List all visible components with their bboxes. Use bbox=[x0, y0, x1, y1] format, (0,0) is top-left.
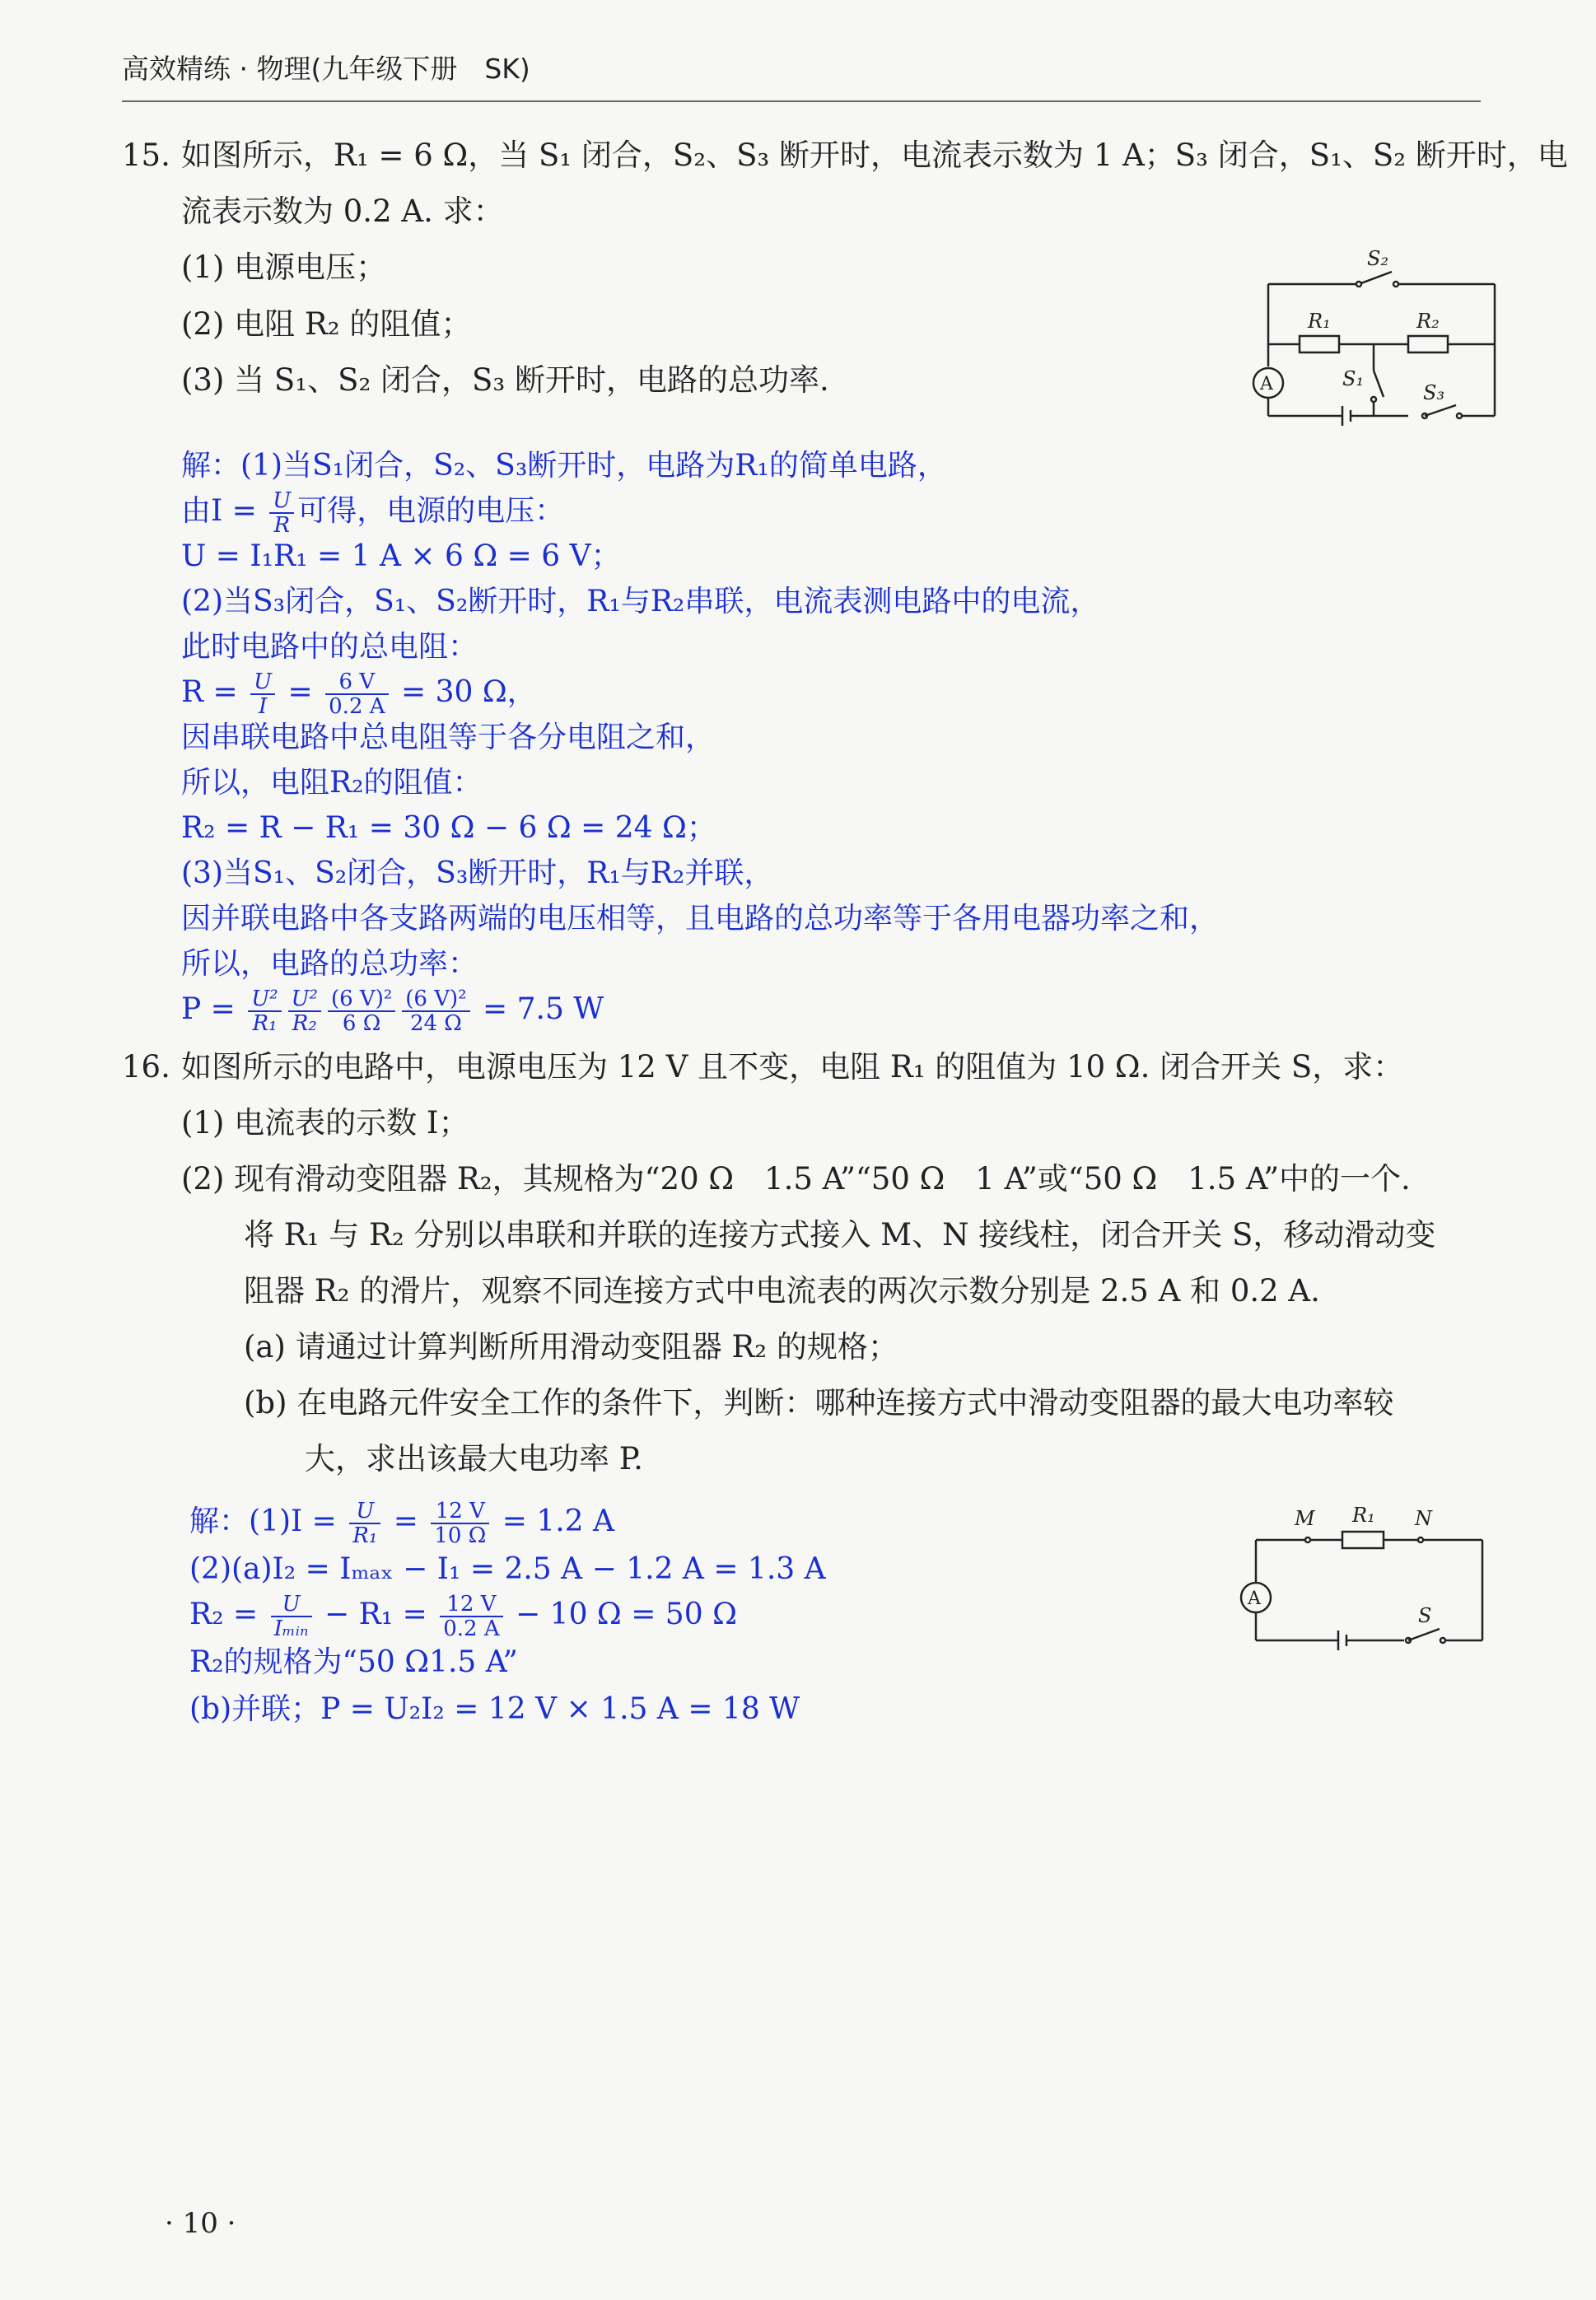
q15-sol-l2a: 由I = bbox=[181, 494, 267, 528]
q15-number: 15. bbox=[122, 138, 170, 173]
q15-sol-line5: 此时电路中的总电阻： bbox=[181, 630, 478, 664]
q15-sol-line1: 解：(1)当S₁闭合，S₂、S₃断开时，电路为R₁的简单电路， bbox=[181, 449, 947, 483]
q15-sol-frac-ui: $\frac{U}{I}$ bbox=[250, 670, 275, 718]
q15-sol-l6a: R = bbox=[181, 675, 248, 709]
q16-sol-line1 bbox=[189, 1499, 614, 1547]
q15-sol-line7: 因串联电路中总电阻等于各分电阻之和， bbox=[181, 721, 716, 754]
q15-sol-line3: U = I₁R₁ = 1 A × 6 Ω = 6 V； bbox=[181, 539, 621, 573]
q15-sol-line6 bbox=[181, 669, 537, 718]
q16-sol-frac-uimin: $\frac{U}{\text{Iₘᵢₙ}}$ bbox=[271, 1593, 312, 1640]
q15-stem-line2: 流表示数为 0.2 A. 求： bbox=[181, 194, 504, 229]
q15-sol-line4: (2)当S₃闭合，S₁、S₂断开时，R₁与R₂串联，电流表测电路中的电流， bbox=[181, 585, 1100, 618]
q16-sol-line2: (2)(a)I₂ = Iₘₐₓ − I₁ = 2.5 A − 1.2 A = 1.3 A bbox=[189, 1552, 826, 1586]
q15-label-s3: S₃ bbox=[1423, 381, 1445, 404]
q16-sol-l3mid: − R₁ = bbox=[315, 1598, 437, 1631]
q16-part1: (1) 电流表的示数 I； bbox=[181, 1105, 469, 1141]
q15-sol-line8: 所以，电阻R₂的阻值： bbox=[181, 766, 483, 800]
q15-part2: (2) 电阻 R₂ 的阻值； bbox=[181, 306, 472, 342]
q15-sol-line10: (3)当S₁、S₂闭合，S₃断开时，R₁与R₂并联， bbox=[181, 856, 774, 890]
q16-sol-l1a: 解：(1)I = bbox=[189, 1505, 347, 1538]
q16-part-a: (a) 请通过计算判断所用滑动变阻器 R₂ 的规格； bbox=[244, 1329, 898, 1365]
q16-part2-line1: (2) 现有滑动变阻器 R₂，其规格为“20 Ω 1.5 A”“50 Ω 1 A”或“50 Ω 1.5 A”中的一个. bbox=[181, 1161, 1411, 1197]
q15-label-s1: S₁ bbox=[1342, 367, 1365, 390]
q15-label-r1: R₁ bbox=[1308, 310, 1331, 333]
q16-label-m: M bbox=[1295, 1507, 1315, 1530]
q16-part2-line3: 阻器 R₂ 的滑片，观察不同连接方式中电流表的两次示数分别是 2.5 A 和 0.2 A. bbox=[244, 1273, 1320, 1309]
q16-sol-l1eq: = bbox=[384, 1505, 428, 1538]
page-header: 高效精练 · 物理(九年级下册 SK) bbox=[122, 53, 530, 85]
q15-sol-line2 bbox=[181, 488, 564, 537]
q15-sol-line12: 所以，电路的总功率： bbox=[181, 947, 478, 981]
q15-sol-frac-6v: $\frac{6 V}{0.2 A}$ bbox=[325, 670, 388, 718]
q15-sol-frac-ur: $\frac{U}{R}$ bbox=[269, 489, 294, 537]
q16-part-b-line2: 大，求出该最大电功率 P. bbox=[305, 1441, 643, 1477]
q16-sol-l3b: − 10 Ω = 50 Ω bbox=[506, 1598, 737, 1631]
q15-part3: (3) 当 S₁、S₂ 闭合，S₃ 断开时，电路的总功率. bbox=[181, 362, 829, 398]
q15-sol-line11: 因并联电路中各支路两端的电压相等，且电路的总功率等于各用电器功率之和， bbox=[181, 902, 1220, 935]
q15-sol-line9: R₂ = R − R₁ = 30 Ω − 6 Ω = 24 Ω； bbox=[181, 811, 716, 845]
q15-label-s2: S₂ bbox=[1367, 247, 1389, 270]
q16-label-n: N bbox=[1415, 1507, 1432, 1530]
q15-sol-l13b: = 7.5 W bbox=[473, 992, 604, 1026]
q16-sol-line3 bbox=[189, 1592, 737, 1640]
q16-sol-frac-12v: $\frac{12 V}{10 \Omega}$ bbox=[431, 1500, 489, 1547]
q16-sol-frac-12v-02: $\frac{12 V}{0.2 A}$ bbox=[440, 1593, 502, 1640]
q15-sol-l13a: P = bbox=[181, 992, 245, 1026]
q15-sol-l6b: = 30 Ω， bbox=[391, 675, 537, 709]
q15-stem1: 如图所示，R₁ = 6 Ω，当 S₁ 闭合，S₂、S₃ 断开时，电流表示数为 1 A；S₃ 闭合，S₁、S₂ 断开时，电 bbox=[181, 138, 1568, 173]
q15-circuit-diagram bbox=[1244, 247, 1524, 436]
q16-stem: 如图所示的电路中，电源电压为 12 V 且不变，电阻 R₁ 的阻值为 10 Ω. 闭合开关 S，求： bbox=[181, 1049, 1404, 1085]
q16-sol-frac-ur1: $\frac{U}{\text{R₁}}$ bbox=[349, 1500, 380, 1547]
q16-circuit-diagram bbox=[1235, 1499, 1499, 1655]
q15-sol-frac-u2r1: $\frac{\text{U²}}{\text{R₁}}$ bbox=[248, 987, 281, 1035]
q15-part1: (1) 电源电压； bbox=[181, 250, 387, 285]
q16-label-s: S bbox=[1418, 1604, 1432, 1627]
q15-sol-frac-6v-24: $\frac{\text{(6 V)²}}{24 \Omega}$ bbox=[402, 987, 469, 1035]
q16-part2-line2: 将 R₁ 与 R₂ 分别以串联和并联的连接方式接入 M、N 接线柱，闭合开关 S，移动滑动变 bbox=[244, 1217, 1436, 1253]
q16-label-ammeter: A bbox=[1248, 1589, 1261, 1609]
q16-number: 16. bbox=[122, 1049, 170, 1085]
q16-sol-line5: (b)并联；P = U₂I₂ = 12 V × 1.5 A = 18 W bbox=[189, 1692, 800, 1726]
q15-sol-l6eq: = bbox=[278, 675, 323, 709]
q15-sol-frac-u2r2: $\frac{\text{U²}}{\text{R₂}}$ bbox=[288, 987, 321, 1035]
q15-sol-line13 bbox=[181, 987, 604, 1035]
q16-stem-line bbox=[122, 1039, 1403, 1095]
q16-sol-l1b: = 1.2 A bbox=[492, 1505, 614, 1538]
q15-sol-frac-6v-6: $\frac{\text{(6 V)²}}{6 \Omega}$ bbox=[328, 987, 395, 1035]
page-number: · 10 · bbox=[165, 2207, 236, 2240]
q15-label-ammeter: A bbox=[1260, 374, 1273, 394]
q15-stem-line1 bbox=[122, 128, 1568, 184]
header-rule bbox=[122, 100, 1481, 102]
q16-part-b-line1: (b) 在电路元件安全工作的条件下，判断：哪种连接方式中滑动变阻器的最大电功率较 bbox=[244, 1385, 1394, 1421]
q15-label-r2: R₂ bbox=[1416, 310, 1440, 333]
q15-sol-l2b: 可得，电源的电压： bbox=[297, 494, 565, 528]
q16-label-r1: R₁ bbox=[1352, 1504, 1375, 1527]
q16-sol-line4: R₂的规格为“50 Ω1.5 A” bbox=[189, 1645, 518, 1679]
q16-sol-l3a: R₂ = bbox=[189, 1598, 268, 1631]
